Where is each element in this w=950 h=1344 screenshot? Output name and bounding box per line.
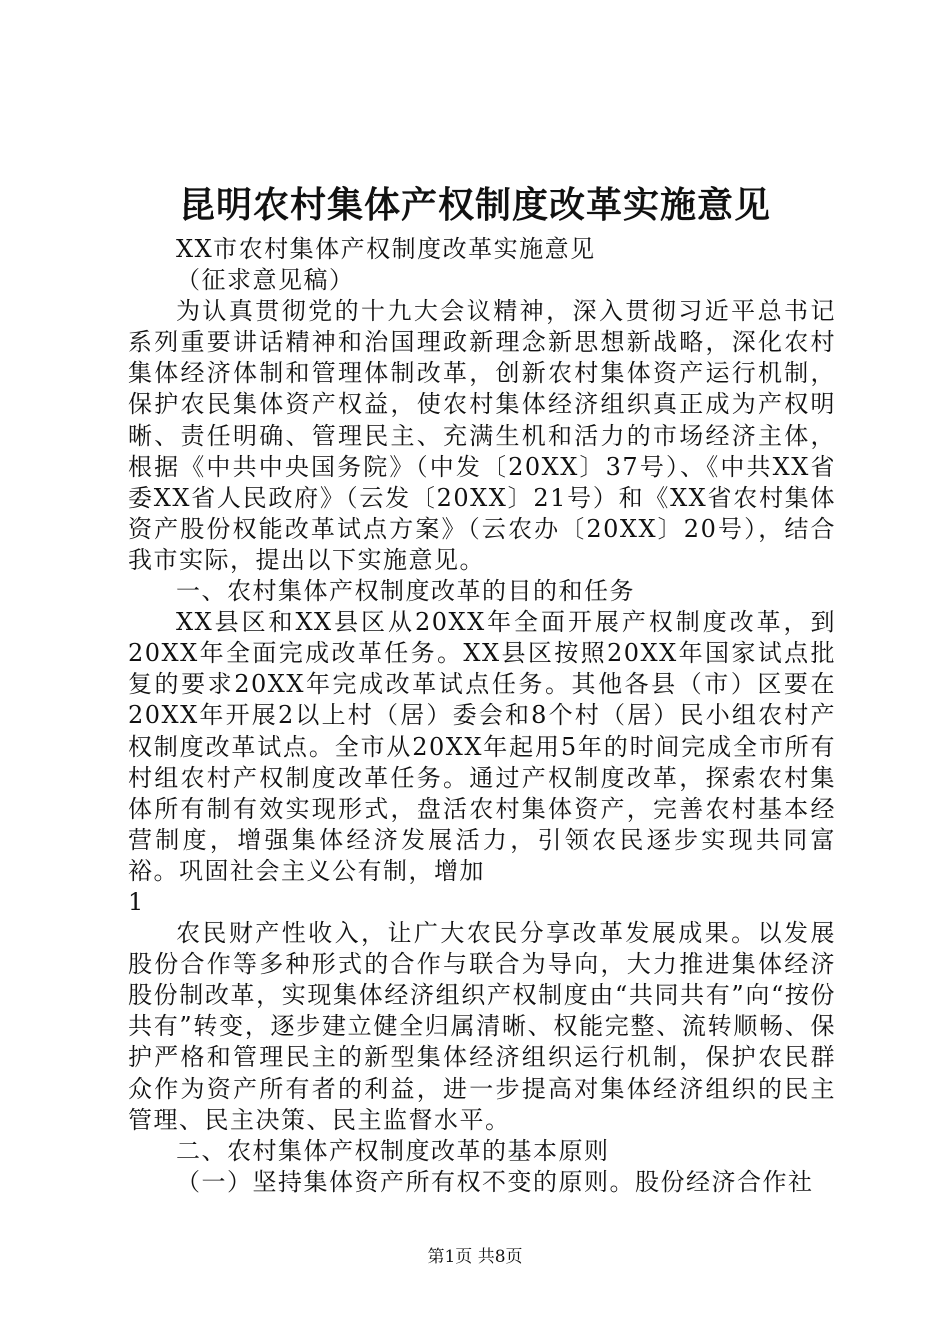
- section-heading-2: 二、农村集体产权制度改革的基本原则: [176, 1136, 610, 1165]
- document-body: [128, 234, 836, 1198]
- document-title: 昆明农村集体产权制度改革实施意见: [178, 184, 771, 226]
- section-heading-1: 一、农村集体产权制度改革的目的和任务: [176, 577, 635, 606]
- paragraph-continued: 农民财产性收入，让广大农民分享改革发展成果。以发展股份合作等多种形式的合作与联合为导向，大力推进集体经济股份制改革，实现集体经济组织产权制度由“共同共有”向“按份共有”转变，逐步建立健全归属清晰、权能完整、流转顺畅、保护严格和管理民主的新型集体经济组织运行机制，保护农民群众作为资产所有者的利益，进一步提高对集体经济组织的民主管理、民主决策、民主监督水平。: [128, 919, 836, 1134]
- inline-page-number: 1: [128, 887, 145, 916]
- paragraph-section-1: XX县区和XX县区从20XX年全面开展产权制度改革，到20XX年全面完成改革任务。XX县区按照20XX年国家试点批复的要求20XX年完成改革试点任务。其他各县（市）区要在20XX年开展2以上村（居）委会和8个村（居）民小组农村产权制度改革试点。全市从20XX年起用5年的时间完成全市所有村组农村产权制度改革任务。通过产权制度改革，探索农村集体所有制有效实现形式，盘活农村集体资产，完善农村基本经营制度，增强集体经济发展活力，引领农民逐步实现共同富裕。巩固社会主义公有制，增加: [128, 608, 836, 885]
- page-footer: 第1页 共8页: [427, 1247, 523, 1267]
- paragraph-intro: 为认真贯彻党的十九大会议精神，深入贯彻习近平总书记系列重要讲话精神和治国理政新理念新思想新战略，深化农村集体经济体制和管理体制改革，创新农村集体资产运行机制，保护农民集体资产权益，使农村集体经济组织真正成为产权明晰、责任明确、管理民主、充满生机和活力的市场经济主体，根据《中共中央国务院》（中发〔20XX〕37号）、《中共XX省委XX省人民政府》（云发〔20XX〕21号）和《XX省农村集体资产股份权能改革试点方案》（云农办〔20XX〕20号），结合我市实际，提出以下实施意见。: [128, 297, 836, 574]
- draft-note: （征求意见稿）: [176, 266, 355, 295]
- paragraph-principle-1: （一）坚持集体资产所有权不变的原则。股份经济合作社: [176, 1167, 814, 1196]
- subtitle-line: XX市农村集体产权制度改革实施意见: [176, 235, 596, 263]
